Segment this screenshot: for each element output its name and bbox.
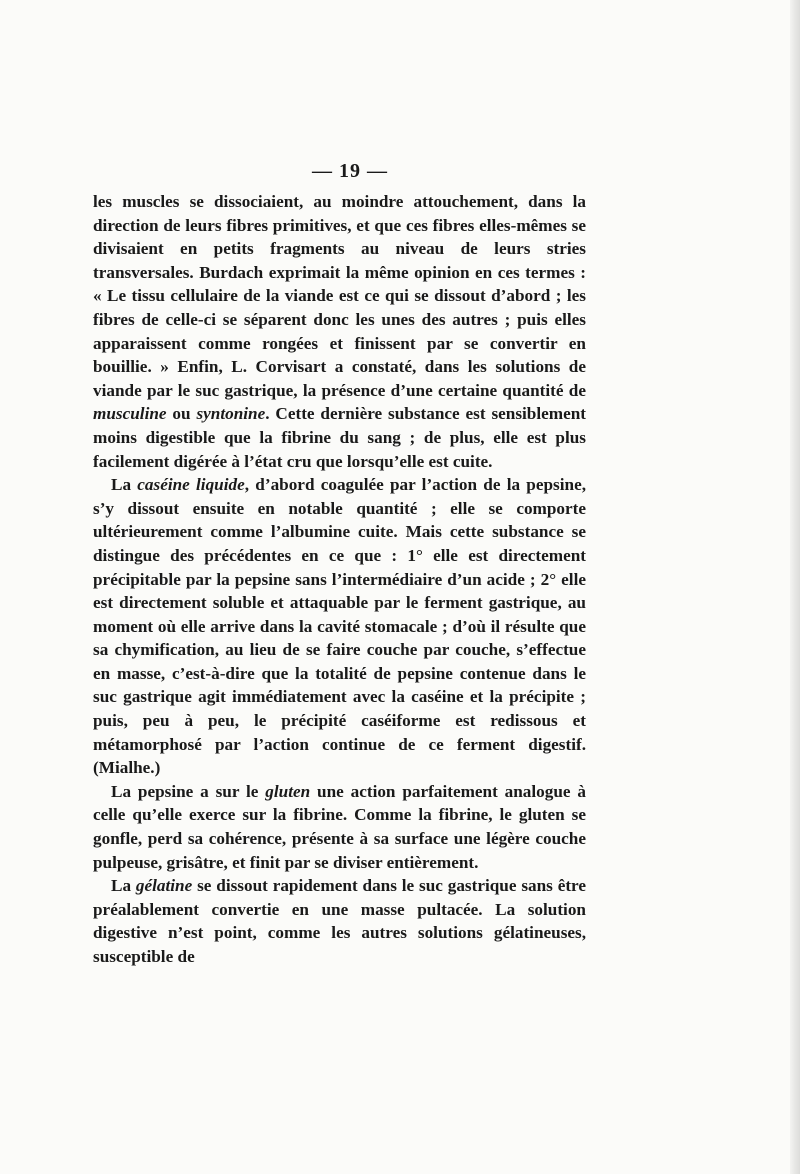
- text-run: se dissout rapidement dans le suc gastrique sans être préalablement convertie en une masse pultacée. La solution digestive n’est point, comme les autres solutions gélatineuses, susceptible de: [93, 876, 586, 966]
- text-run: les muscles se dissociaient, au moindre attouchement, dans la direction de leurs fibres primitives, et que ces fibres elles-mêmes se divisaient en petits fragments au niveau de leurs stries transversales. Burdach exprimait la même opinion en ces termes : « Le tissu cellulaire de la viande est ce qui se dissout d’abord ; les fibres de celle-ci se séparent donc les unes des autres ; puis elles apparaissent comme rongées et finissent par se convertir en bouillie. » Enfin, L. Corvisart a constaté, dans les solutions de viande par le suc gastrique, la présence d’une certaine quantité de: [93, 192, 586, 400]
- text-run: ou: [166, 404, 197, 424]
- italic-term: caséine liquide: [137, 475, 245, 495]
- paragraph-caseine: [93, 473, 586, 780]
- italic-term: musculine: [93, 404, 167, 424]
- page-edge-shadow: [790, 0, 800, 1174]
- page-number: — 19 —: [312, 160, 388, 182]
- text-run: , d’abord coagulée par l’action de la pepsine, s’y dissout ensuite en notable quantité ; elle se comporte ultérieurement comme l’albumine cuite. Mais cette substance se distingue des précédentes en ce que : 1° elle est directement précipitable par la pepsine sans l’intermédiaire d’un acide ; 2° elle est directement soluble et attaquable par le ferment gastrique, au moment où elle arrive dans la cavité stomacale ; d’où il résulte que sa chymification, au lieu de se faire couche par couche, s’effectue en masse, c’est-à-dire que la totalité de pepsine contenue dans le suc gastrique agit immédiatement avec la caséine et la précipite ; puis, peu à peu, le précipité caséiforme est redissous et métamorphosé par l’action continue de ce ferment digestif. (Mialhe.): [93, 475, 586, 778]
- italic-term: syntonine: [196, 404, 266, 424]
- body-text: [93, 190, 586, 969]
- paragraph-gluten: [93, 780, 586, 874]
- paragraph-gelatine: [93, 874, 586, 968]
- text-run: La: [111, 475, 138, 495]
- text-run: La: [111, 876, 136, 896]
- italic-term: gluten: [265, 781, 311, 801]
- paragraph-muscles: [93, 190, 586, 473]
- text-run: . Cette dernière substance est sensiblement moins digestible que la fibrine du sang ; de plus, elle est plus facilement digérée à l’état cru que lorsqu’elle est cuite.: [93, 404, 586, 471]
- italic-term: gélatine: [135, 876, 193, 896]
- text-run: La pepsine a sur le: [111, 781, 266, 801]
- text-run: une action parfaitement analogue à celle qu’elle exerce sur la fibrine. Comme la fibrine, le gluten se gonfle, perd sa cohérence, présente à sa surface une légère couche pulpeuse, grisâtre, et finit par se diviser entièrement.: [93, 781, 586, 872]
